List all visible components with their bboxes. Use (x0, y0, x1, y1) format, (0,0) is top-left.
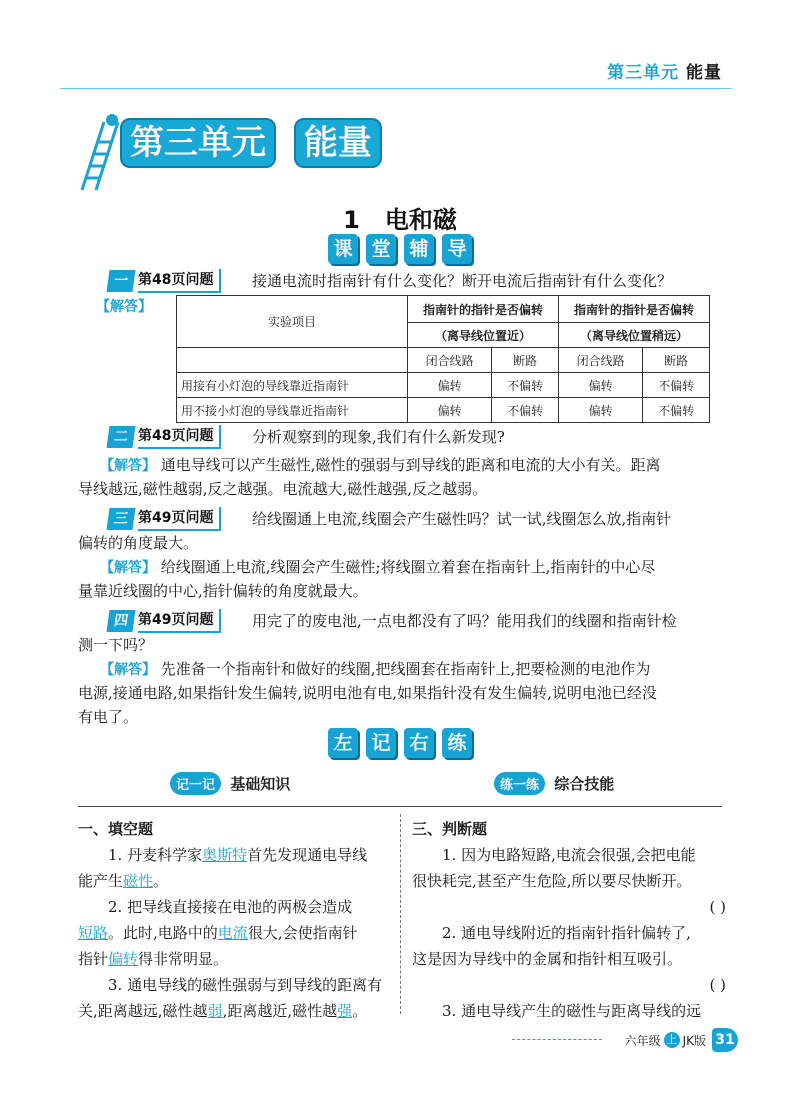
lesson-name: 电和磁 (384, 206, 457, 234)
question-number: 二 (106, 426, 135, 448)
fill-answer: 强 (337, 1002, 353, 1020)
fill-line (78, 842, 388, 868)
section-badge: 课 (328, 234, 358, 264)
question-page: 第48页问题 (138, 425, 221, 449)
table-header-near-line1: 指南针的指针是否偏转 (422, 302, 543, 317)
text: 关,距离越远,磁性越 (78, 1002, 208, 1020)
section-badge: 练 (442, 728, 472, 758)
question-text-3b: 偏转的角度最大。 (78, 534, 199, 552)
column-divider (400, 814, 401, 1014)
fill-in-section (78, 816, 388, 1024)
text: ,距离越近,磁性越 (222, 1002, 338, 1020)
header-rule (60, 88, 732, 89)
answer-label: 【解答】 (96, 299, 152, 315)
fill-line (78, 998, 388, 1024)
footer-edition: JK版 (682, 1033, 706, 1048)
fill-answer: 弱 (207, 1002, 223, 1020)
answer-text: 通电导线可以产生磁性,磁性的强弱与到导线的距离和电流的大小有关。距离 (160, 456, 661, 474)
question-page: 第49页问题 (138, 507, 221, 531)
fill-answer: 磁性 (123, 872, 154, 890)
lesson-title (0, 200, 800, 235)
text: 。 (352, 1002, 368, 1020)
table-cell: 偏转 (408, 398, 492, 423)
question-number: 四 (106, 610, 135, 632)
judge-line: 2. 通电导线附近的指南针指针偏转了, (442, 924, 691, 942)
question-tag-1 (108, 268, 221, 294)
footer-term: 上 (664, 1032, 680, 1048)
judge-line: 1. 因为电路短路,电流会很强,会把电能 (442, 846, 696, 864)
text: 。此时,电路中的 (108, 924, 218, 942)
text: 得非常明显。 (138, 950, 229, 968)
answer-4-line3: 有电了。 (78, 708, 139, 726)
answer-bracket[interactable]: ( ) (709, 898, 726, 916)
answer-3-line2: 量靠近线圈的中心,指针偏转的角度就最大。 (78, 582, 368, 600)
practice-pill: 练一练 (494, 772, 545, 795)
question-number: 三 (106, 508, 135, 530)
answer-label: 【解答】 (100, 458, 156, 474)
judge-line: 很快耗完,甚至产生危险,所以要尽快断开。 (412, 872, 692, 890)
fill-line (78, 868, 388, 894)
answer-2-line2: 导线越远,磁性越弱,反之越强。电流越大,磁性越强,反之越弱。 (78, 480, 488, 498)
table-sub-open: 断路 (643, 348, 710, 373)
table-header-far-line1: 指南针的指针是否偏转 (573, 302, 694, 317)
table-cell: 偏转 (558, 373, 642, 398)
left-column-title: 基础知识 (230, 775, 291, 793)
experiment-table (176, 295, 710, 423)
fill-line: 2. 把导线直接接在电池的两极会造成 (108, 898, 353, 916)
banner-unit: 第三单元 (120, 118, 276, 168)
answer-4-line2: 电源,接通电路,如果指针发生偏转,说明电池有电,如果指针没有发生偏转,说明电池已经没 (78, 684, 657, 702)
question-page: 第48页问题 (138, 269, 221, 293)
table-cell: 不偏转 (643, 398, 710, 423)
text: 很大,会使指南针 (247, 924, 358, 942)
table-cell: 偏转 (558, 398, 642, 423)
section-badge: 导 (442, 234, 472, 264)
table-cell: 不偏转 (492, 398, 559, 423)
table-cell-item: 用不接小灯泡的导线靠近指南针 (177, 398, 408, 423)
answer-bracket[interactable]: ( ) (709, 976, 726, 994)
table-cell: 不偏转 (492, 373, 559, 398)
running-header (607, 58, 722, 83)
fill-answer: 偏转 (108, 950, 139, 968)
question-text-4a: 用完了的废电池,一点电都没有了吗？能用我们的线圈和指南针检 (252, 612, 677, 630)
header-unit: 第三单元 (607, 63, 680, 83)
table-sub-closed: 闭合线路 (408, 348, 492, 373)
question-number: 一 (106, 270, 135, 292)
answer-3-line1 (100, 554, 740, 581)
lesson-number: 1 (343, 206, 360, 234)
column-divider-top (78, 806, 722, 807)
text: 。 (153, 872, 169, 890)
right-column-title: 综合技能 (554, 775, 615, 793)
answer-text: 先准备一个指南针和做好的线圈,把线圈套在指南针上,把要检测的电池作为 (160, 660, 651, 678)
footer-rule (512, 1039, 602, 1040)
table-sub-open: 断路 (492, 348, 559, 373)
section-badge: 记 (366, 728, 396, 758)
table-cell: 偏转 (408, 373, 492, 398)
table-cell: 不偏转 (643, 373, 710, 398)
text: 1. 丹麦科学家 (108, 846, 203, 864)
table-sub-closed: 闭合线路 (558, 348, 642, 373)
text: 首先发现通电导线 (247, 846, 368, 864)
table-row (177, 373, 710, 398)
table-row (177, 398, 710, 423)
section-badge: 堂 (366, 234, 396, 264)
header-topic: 能量 (686, 63, 722, 83)
fill-in-title: 一、填空题 (78, 820, 154, 838)
judgement-title: 三、判断题 (412, 820, 488, 838)
table-cell-item: 用接有小灯泡的导线靠近指南针 (177, 373, 408, 398)
table-header-far (558, 296, 709, 323)
table-header-near (408, 296, 559, 323)
judge-line: 3. 通电导线产生的磁性与距离导线的远 (442, 1002, 702, 1020)
page-footer (625, 1028, 738, 1052)
section-badge: 左 (328, 728, 358, 758)
section-banner-classroom (0, 234, 800, 264)
table-header-near-sub: （离导线位置近） (408, 323, 559, 348)
page-number: 31 (712, 1028, 738, 1052)
question-tag-2 (108, 424, 221, 450)
section-banner-practice (0, 728, 800, 758)
answer-label: 【解答】 (100, 662, 156, 678)
question-tag-4 (108, 608, 221, 634)
fill-line (78, 920, 388, 946)
footer-grade: 六年级 (624, 1033, 661, 1048)
question-text-4b: 测一下吗？ (78, 636, 154, 654)
text: 能产生 (78, 872, 124, 890)
question-text-2: 分析观察到的现象,我们有什么新发现? (252, 428, 505, 446)
section-badge: 右 (404, 728, 434, 758)
fill-answer: 奥斯特 (202, 846, 248, 864)
text: 指针 (78, 950, 109, 968)
fill-line (78, 946, 388, 972)
fill-line: 3. 通电导线的磁性强弱与到导线的距离有 (108, 976, 383, 994)
question-tag-3 (108, 506, 221, 532)
memorize-pill: 记一记 (170, 772, 221, 795)
answer-text: 给线圈通上电流,线圈会产生磁性;将线圈立着套在指南针上,指南针的中心尽 (160, 558, 656, 576)
banner-topic: 能量 (294, 118, 382, 168)
fill-answer: 短路 (78, 924, 109, 942)
table-cell-blank (177, 348, 408, 373)
question-page: 第49页问题 (138, 609, 221, 633)
judgement-section (412, 816, 726, 1024)
question-text-3a: 给线圈通上电流,线圈会产生磁性吗？试一试,线圈怎么放,指南针 (252, 510, 672, 528)
right-column-head (494, 772, 614, 795)
fill-answer: 电流 (217, 924, 248, 942)
section-badge: 辅 (404, 234, 434, 264)
answer-2-line1 (100, 452, 740, 479)
table-header-far-sub: （离导线位置稍远） (558, 323, 709, 348)
answer-4-line1 (100, 656, 740, 683)
table-header-item: 实验项目 (177, 296, 408, 348)
left-column-head (170, 772, 290, 795)
question-text-1: 接通电流时指南针有什么变化？断开电流后指南针有什么变化？ (252, 272, 673, 290)
answer-label: 【解答】 (100, 560, 156, 576)
judge-line: 这是因为导线中的金属和指针相互吸引。 (412, 950, 683, 968)
unit-banner (120, 118, 388, 164)
